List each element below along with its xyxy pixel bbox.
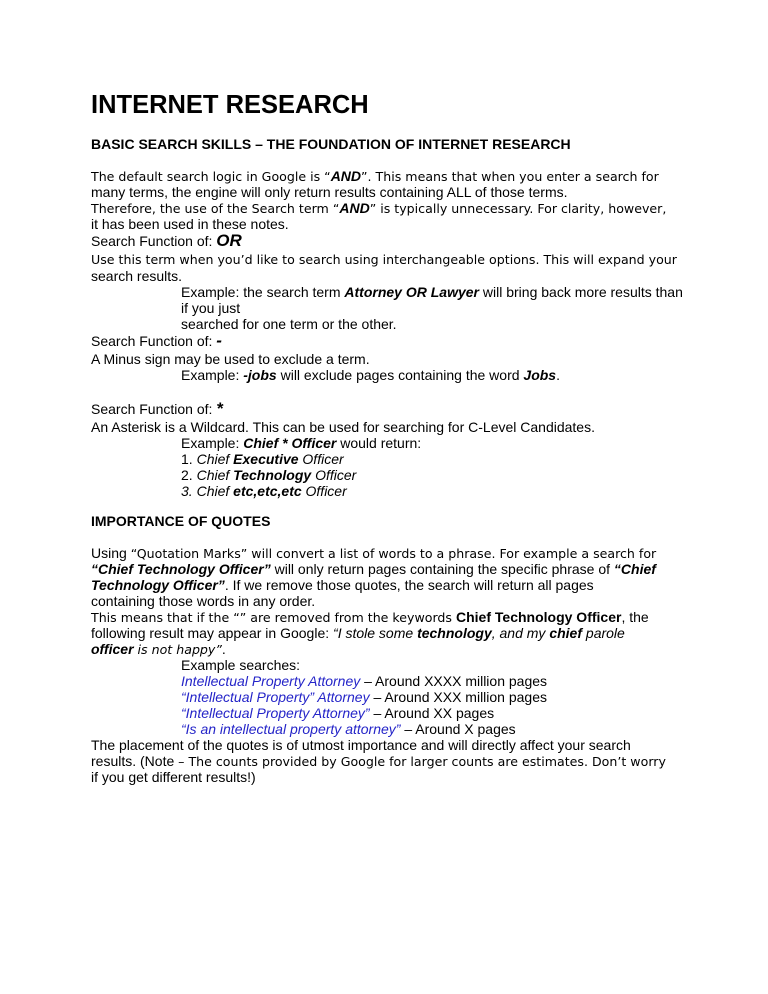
paragraph-line: This means that if the “” are removed from the keywords Chief Technology Officer, the [91,609,649,625]
paragraph-line: it has been used in these notes. [91,216,289,232]
star-function-label: Search Function of: * [91,399,223,418]
paragraph-line: results. (Note – The counts provided by Google for larger counts are estimates. Don’t worry [91,753,666,769]
star-example: Example: Chief * Officer would return: [181,435,422,451]
paragraph-line: if you get different results!) [91,769,256,785]
minus-example: Example: -jobs will exclude pages containing the word Jobs. [181,367,560,383]
section-heading-basic-search: BASIC SEARCH SKILLS – THE FOUNDATION OF INTERNET RESEARCH [91,136,571,152]
section-heading-quotes: IMPORTANCE OF QUOTES [91,513,271,529]
paragraph-line: Therefore, the use of the Search term “AND” is typically unnecessary. For clarity, however, [91,200,667,216]
paragraph-line: Use this term when you’d like to search using interchangeable options. This will expand your [91,252,677,267]
list-item: 2. Chief Technology Officer [181,467,357,483]
paragraph-line: Technology Officer”. If we remove those quotes, the search will return all pages [91,577,594,593]
paragraph-line: “Chief Technology Officer” will only return pages containing the specific phrase of “Chief [91,561,656,577]
example-search: Intellectual Property Attorney – Around XXXX million pages [181,673,548,689]
paragraph-line: Using “Quotation Marks” will convert a list of words to a phrase. For example a search for [91,545,657,561]
minus-symbol: - [216,331,222,350]
paragraph-line: officer is not happy”. [91,641,226,657]
paragraph-line: The default search logic in Google is “AND”. This means that when you enter a search for [91,168,659,184]
page-title: INTERNET RESEARCH [91,91,369,119]
paragraph-line: A Minus sign may be used to exclude a term. [91,351,370,367]
paragraph-line: containing those words in any order. [91,593,316,609]
or-example: Example: the search term Attorney OR Lawyer will bring back more results than [181,284,683,300]
paragraph-line: following result may appear in Google: “I stole some technology, and my chief parole [91,625,625,641]
paragraph-line: many terms, the engine will only return results containing ALL of those terms. [91,184,568,200]
list-item: 1. Chief Executive Officer [181,451,344,467]
example-query: “Intellectual Property Attorney” [181,705,370,721]
example-query: Intellectual Property Attorney [181,673,361,689]
example-search: “Intellectual Property Attorney” – Around XX pages [181,705,495,721]
or-symbol: OR [216,231,242,250]
or-example: if you just [181,300,241,316]
example-search: “Is an intellectual property attorney” – Around X pages [181,721,516,737]
paragraph-line: An Asterisk is a Wildcard. This can be used for searching for C-Level Candidates. [91,419,595,435]
example-query: “Intellectual Property” Attorney [181,689,370,705]
star-symbol: * [216,399,223,418]
minus-function-label: Search Function of: - [91,331,222,350]
paragraph-line: The placement of the quotes is of utmost importance and will directly affect your search [91,737,631,753]
list-item: 3. Chief etc,etc,etc Officer [181,483,347,499]
example-search: “Intellectual Property” Attorney – Around XXX million pages [181,689,548,705]
example-query: “Is an intellectual property attorney” [181,721,401,737]
examples-label: Example searches: [181,657,301,673]
paragraph-line: search results. [91,268,183,284]
or-function-label: Search Function of: OR [91,231,242,250]
or-example: searched for one term or the other. [181,316,397,332]
